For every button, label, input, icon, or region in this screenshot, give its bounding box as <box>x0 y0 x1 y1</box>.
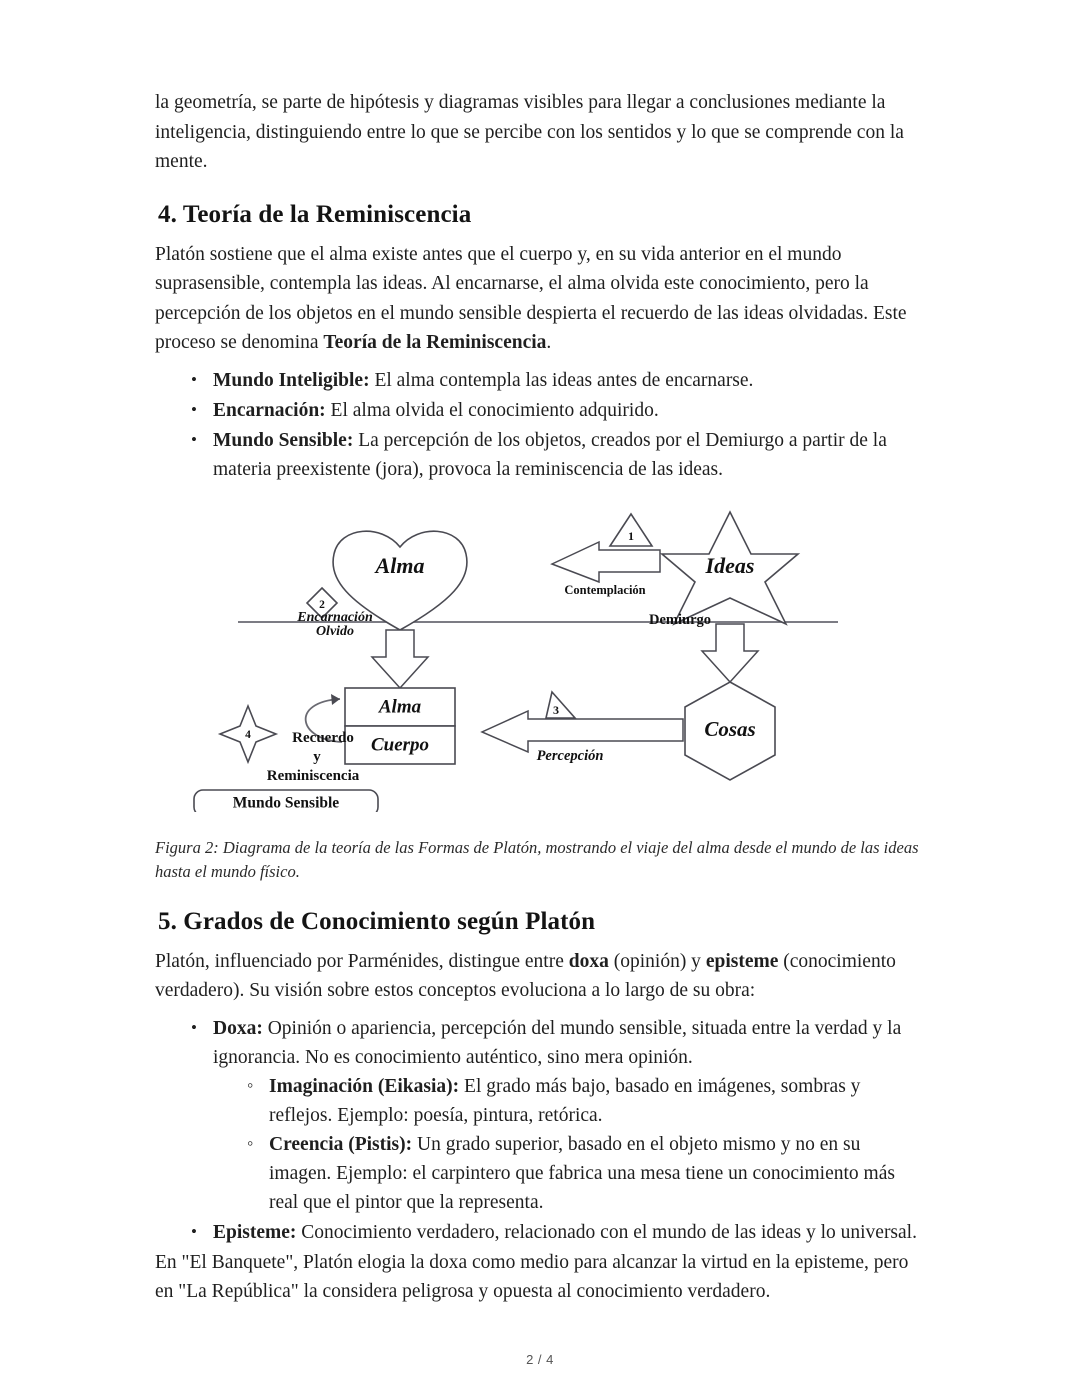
marker-1-label: 1 <box>628 528 634 543</box>
bullet-term: Doxa: <box>213 1017 263 1039</box>
section-5-paragraph-part3: (conocimiento verdadero). Su visión sobre estos conceptos evoluciona a lo largo de su obra: <box>155 950 896 1001</box>
figure-caption: Figura 2: Diagrama de la teoría de las Formas de Platón, mostrando el viaje del alma desde el mundo de las ideas hasta el mundo físico. <box>155 837 919 881</box>
list-item <box>213 366 925 395</box>
section-5-heading: 5. Grados de Conocimiento según Platón <box>158 907 596 935</box>
bullet-text: Opinión o apariencia, percepción del mundo sensible, situada entre la verdad y la ignorancia. No es conocimiento auténtico, sino mera opinión. <box>213 1017 902 1068</box>
section-4-heading: 4. Teoría de la Reminiscencia <box>158 200 472 228</box>
bullet-text: El alma contempla las ideas antes de encarnarse. <box>369 369 754 391</box>
cuerpo-box-label: Cuerpo <box>370 733 430 755</box>
list-item <box>213 1014 925 1217</box>
bullet-term: Mundo Sensible: <box>213 429 354 451</box>
section-4-paragraph-part1: Platón sostiene que el alma existe antes que el cuerpo y, en su vida anterior en el mundo suprasensible, contempla las ideas. Al encarnarse, el alma olvida este conocimiento, pero la percepción de los objetos en el mundo sensible despierta el recuerdo de las ideas olvidadas. Este proceso se denomina <box>155 243 907 353</box>
bullet-term: Episteme: <box>213 1221 297 1243</box>
sub-bullet-text: El grado más bajo, basado en imágenes, sombras y reflejos. Ejemplo: poesía, pintura, retórica. <box>269 1075 861 1126</box>
contemplacion-arrow <box>552 542 660 582</box>
sub-bullet-term: Imaginación (Eikasia): <box>269 1075 460 1097</box>
section-4-paragraph-part2: . <box>546 332 552 353</box>
list-item <box>213 396 925 425</box>
section-5-bullet-list <box>155 1014 925 1247</box>
section-5-paragraph-part2: (opinión) y <box>608 950 706 972</box>
section-5-bold-episteme: episteme <box>705 950 779 972</box>
y-label: y <box>313 748 321 765</box>
bullet-term: Encarnación: <box>213 399 326 421</box>
marker-3-label: 3 <box>553 702 559 717</box>
cosas-label: Cosas <box>704 716 756 741</box>
list-item <box>213 426 925 484</box>
mundo-sensible-label: Mundo Sensible <box>232 794 340 812</box>
encarnacion-down-arrow <box>372 630 428 688</box>
section-5-bold-doxa: doxa <box>568 950 609 972</box>
bullet-text: La percepción de los objetos, creados por el Demiurgo a partir de la materia preexistente (jora), provoca la reminiscencia de las ideas. <box>213 429 887 480</box>
section-5-paragraph-part1: Platón, influenciado por Parménides, distingue entre <box>155 950 569 972</box>
marker-2-label: 2 <box>319 598 325 611</box>
demiurgo-label: Demiurgo <box>648 611 712 628</box>
intro-paragraph: la geometría, se parte de hipótesis y diagramas visibles para llegar a conclusiones mediante la inteligencia, distinguiendo entre lo que se percibe con los sentidos y lo que se comprende con la mente. <box>155 92 904 172</box>
page-content <box>155 88 925 1307</box>
list-item <box>213 1218 925 1247</box>
encarnacion-label: Encarnación <box>297 609 373 625</box>
platon-forms-diagram <box>190 502 890 812</box>
doxa-sub-list <box>213 1072 925 1217</box>
percepcion-arrow <box>482 711 683 752</box>
sub-bullet-term: Creencia (Pistis): <box>269 1133 413 1155</box>
ideas-star-label: Ideas <box>705 552 755 578</box>
demiurgo-down-arrow <box>702 624 758 682</box>
reminiscencia-label: Reminiscencia <box>266 767 360 784</box>
bullet-term: Mundo Inteligible: <box>213 369 370 391</box>
percepcion-label: Percepción <box>536 747 604 764</box>
marker-4-label: 4 <box>245 728 251 741</box>
recuerdo-label: Recuerdo <box>292 729 354 746</box>
marker-3-triangle <box>546 692 575 718</box>
list-item <box>269 1072 925 1130</box>
alma-heart-label: Alma <box>375 552 425 578</box>
sub-bullet-text: Un grado superior, basado en el objeto mismo y no en su imagen. Ejemplo: el carpintero que fabrica una mesa tiene un conocimiento más real que el pintor que la representa. <box>269 1133 895 1213</box>
alma-box-label: Alma <box>378 695 422 717</box>
page-number-footer: 2 / 4 <box>526 1352 554 1367</box>
list-item <box>269 1130 925 1217</box>
section-4-paragraph <box>155 240 925 358</box>
section-4-paragraph-bold: Teoría de la Reminiscencia <box>323 332 547 353</box>
section-5-paragraph <box>155 947 925 1006</box>
section-4-bullet-list <box>155 366 925 484</box>
reminiscencia-arrowhead <box>331 694 340 705</box>
figure-2 <box>155 502 925 884</box>
closing-paragraph: En "El Banquete", Platón elogia la doxa como medio para alcanzar la virtud en la episteme, pero en "La República" la considera peligrosa y opuesta al conocimiento verdadero. <box>155 1251 909 1302</box>
contemplacion-label: Contemplación <box>564 582 646 597</box>
bullet-text: El alma olvida el conocimiento adquirido. <box>325 399 659 421</box>
olvido-label: Olvido <box>315 623 355 639</box>
bullet-text: Conocimiento verdadero, relacionado con el mundo de las ideas y lo universal. <box>296 1221 917 1243</box>
